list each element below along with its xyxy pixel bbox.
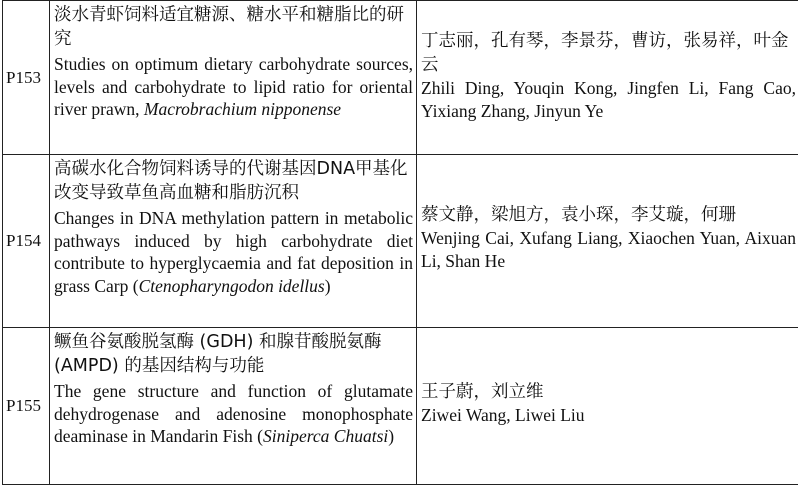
title-chinese: 鳜鱼谷氨酸脱氢酶 (GDH) 和腺苷酸脱氨酶 (AMPD) 的基因结构与功能 [50,328,416,380]
authors-cell [417,1,798,155]
title-english-tail: ) [325,276,331,296]
title-chinese: 高碳水化合物饲料诱导的代谢基因DNA甲基化改变导致草鱼高血糖和脂肪沉积 [50,155,416,207]
title-english-text: Studies on optimum dietary carbohydrate sources, levels and carbohydrate to lipid ratio for oriental river prawn, [54,54,413,119]
table-row [3,155,798,328]
authors-cell [417,155,798,328]
title-english [50,53,416,123]
species-name: Ctenopharyngodon idellus [139,276,325,296]
poster-id-cell [3,328,50,485]
authors-english: Ziwei Wang, Liwei Liu [417,404,798,427]
table-row [3,328,798,485]
title-english [50,380,416,450]
species-name: Macrobrachium nipponense [144,99,341,119]
poster-id: P154 [3,231,49,251]
authors-chinese: 蔡文静，梁旭方，袁小琛，李艾璇，何珊 [417,203,798,227]
title-cell [50,328,417,485]
authors-chinese: 王子蔚，刘立维 [417,380,798,404]
poster-id: P153 [3,68,49,88]
authors-cell [417,328,798,485]
poster-id-cell [3,155,50,328]
authors-english: Wenjing Cai, Xufang Liang, Xiaochen Yuan, Aixuan Li, Shan He [417,227,798,272]
poster-id: P155 [3,396,49,416]
title-english-tail: ) [388,426,394,446]
title-english [50,207,416,299]
title-cell [50,155,417,328]
title-english-text: Changes in DNA methylation pattern in metabolic pathways induced by high carbohydrate diet contribute to hyperglycaemia and fat deposition in grass Carp ( [54,208,413,296]
authors-chinese: 丁志丽，孔有琴，李景芬，曹访，张易祥，叶金云 [417,29,798,77]
title-chinese: 淡水青虾饲料适宜糖源、糖水平和糖脂比的研究 [50,1,416,53]
table-row [3,1,798,155]
abstract-table [2,0,798,485]
poster-id-cell [3,1,50,155]
title-cell [50,1,417,155]
title-english-text: The gene structure and function of glutamate dehydrogenase and adenosine monophosphate deaminase in Mandarin Fish ( [54,381,413,446]
species-name: Siniperca Chuatsi [263,426,388,446]
authors-english: Zhili Ding, Youqin Kong, Jingfen Li, Fang Cao, Yixiang Zhang, Jinyun Ye [417,77,798,122]
